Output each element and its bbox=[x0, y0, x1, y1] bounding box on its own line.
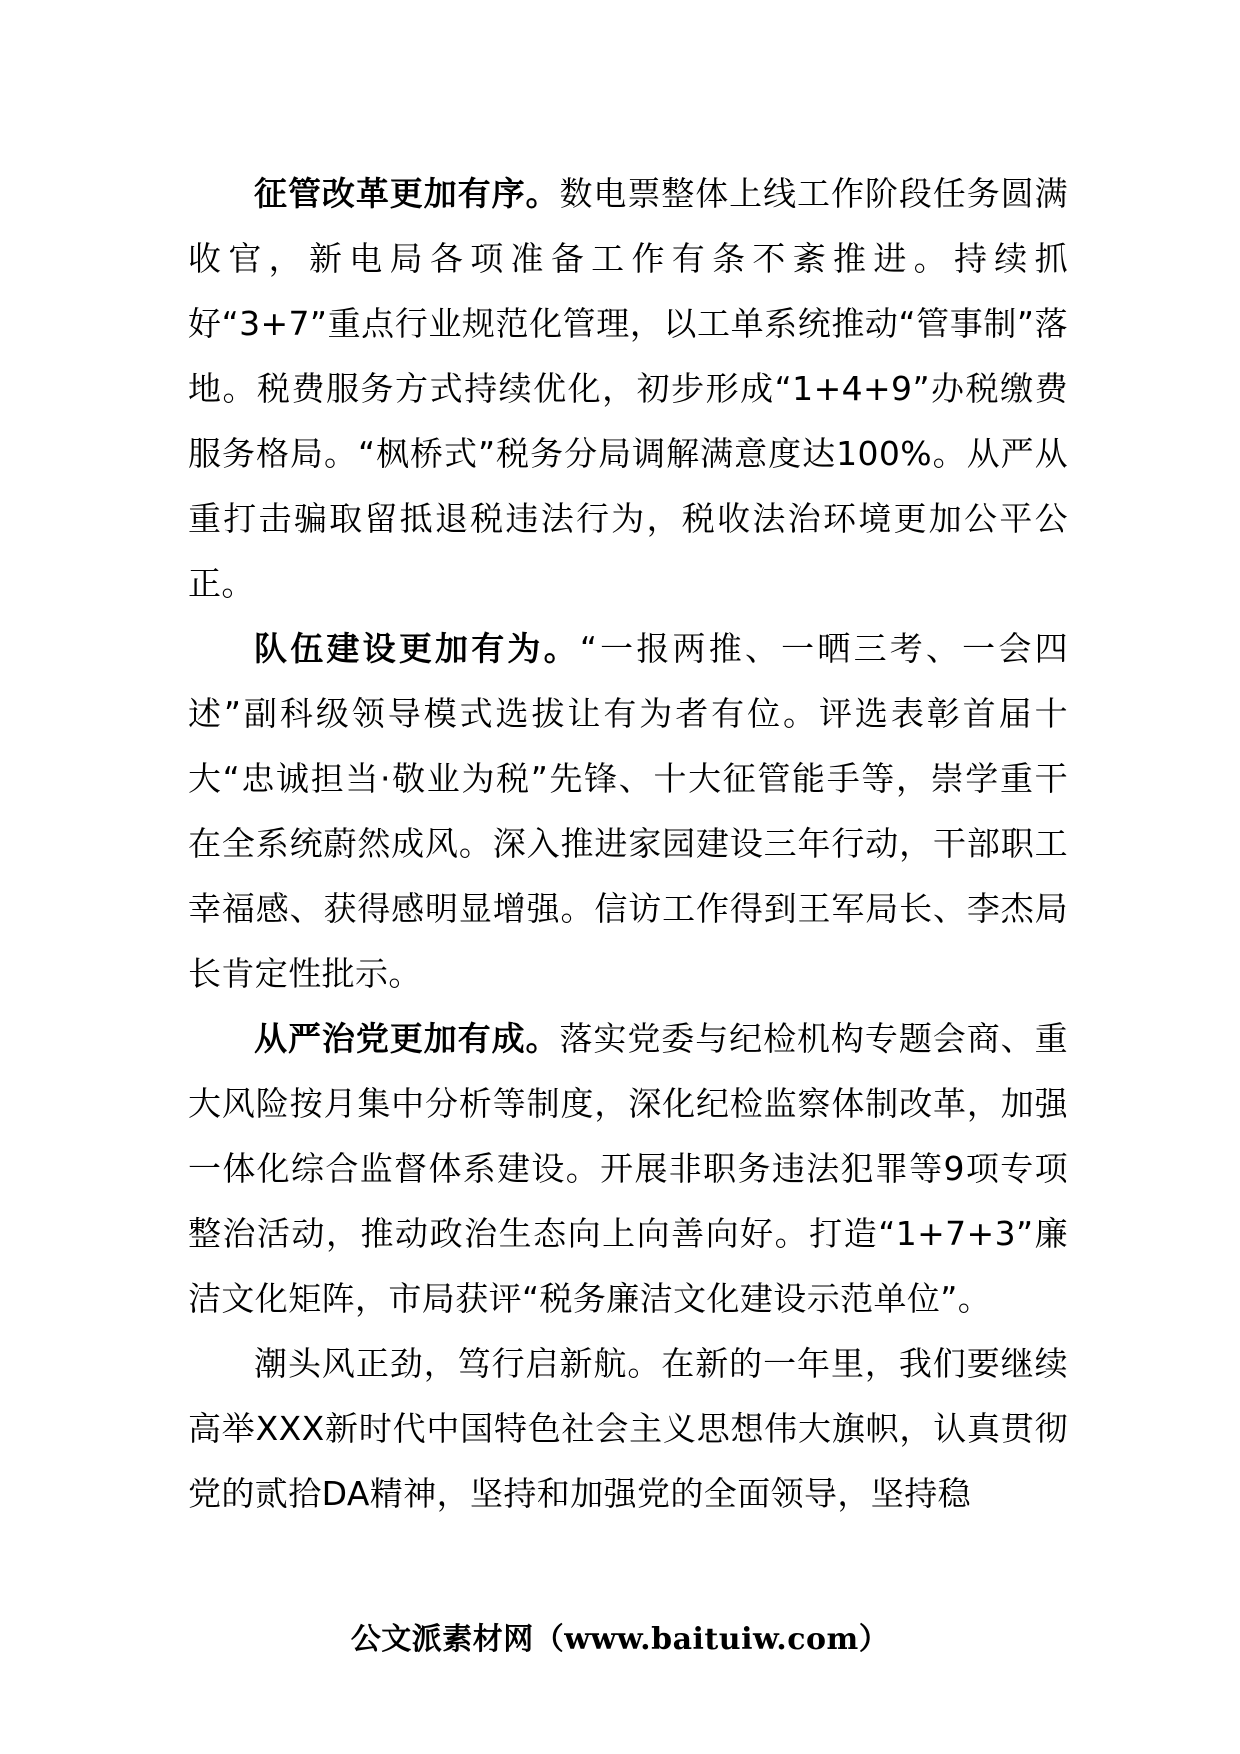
paragraph-lead: 从严治党更加有成。 bbox=[254, 1019, 560, 1058]
document-body bbox=[188, 161, 1068, 1526]
paragraph-lead: 征管改革更加有序。 bbox=[254, 174, 560, 213]
paragraph-text: “一报两推、一晒三考、一会四述”副科级领导模式选拔让有为者有位。评选表彰首届十大“忠诚担当·敬业为税”先锋、十大征管能手等，崇学重干在全系统蔚然成风。深入推进家园建设三年行动，干部职工幸福感、获得感明显增强。信访工作得到王军局长、李杰局长肯定性批示。 bbox=[188, 629, 1068, 993]
paragraph-text: 潮头风正劲，笃行启新航。在新的一年里，我们要继续高举XXX新时代中国特色社会主义思想伟大旗帜，认真贯彻党的贰拾DA精神，坚持和加强党的全面领导，坚持稳 bbox=[188, 1344, 1068, 1513]
footer-watermark: 公文派素材网（www.baituiw.com） bbox=[350, 1622, 890, 1657]
paragraph-new-year-outlook bbox=[188, 1331, 1068, 1526]
paragraph-text: 落实党委与纪检机构专题会商、重大风险按月集中分析等制度，深化纪检监察体制改革，加强一体化综合监督体系建设。开展非职务违法犯罪等9项专项整治活动，推动政治生态向上向善向好。打造“1+7+3”廉洁文化矩阵，市局获评“税务廉洁文化建设示范单位”。 bbox=[188, 1019, 1068, 1318]
paragraph-tax-reform bbox=[188, 161, 1068, 616]
paragraph-team-building bbox=[188, 616, 1068, 1006]
paragraph-lead: 队伍建设更加有为。 bbox=[254, 629, 580, 668]
paragraph-text: 数电票整体上线工作阶段任务圆满收官，新电局各项准备工作有条不紊推进。持续抓好“3+7”重点行业规范化管理，以工单系统推动“管事制”落地。税费服务方式持续优化，初步形成“1+4+9”办税缴费服务格局。“枫桥式”税务分局调解满意度达100%。从严从重打击骗取留抵退税违法行为，税收法治环境更加公平公正。 bbox=[188, 174, 1068, 603]
paragraph-party-discipline bbox=[188, 1006, 1068, 1331]
